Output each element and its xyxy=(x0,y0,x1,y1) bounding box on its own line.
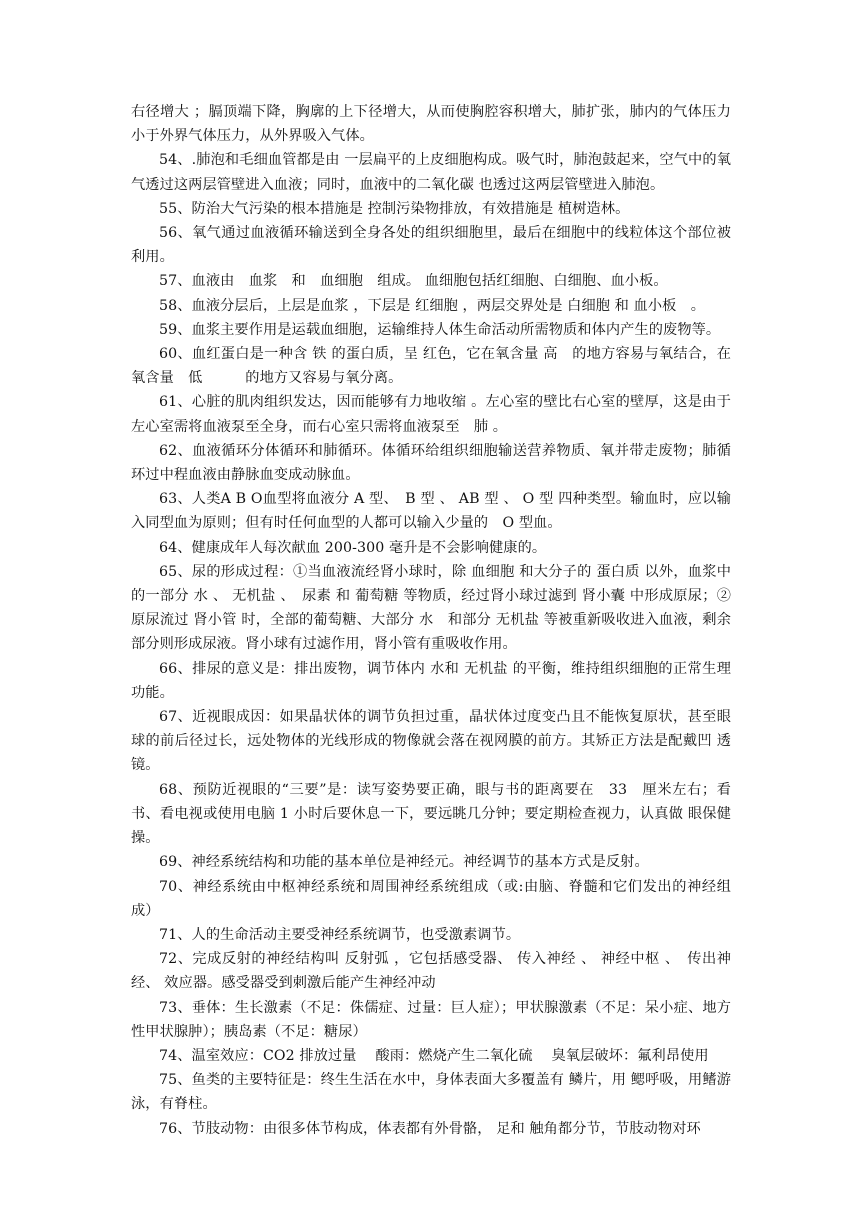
paragraph: 75、鱼类的主要特征是：终生生活在水中，身体表面大多覆盖有 鳞片，用 鳃呼吸，用鳍游泳，有脊柱。 xyxy=(131,1072,731,1113)
paragraph: 70、神经系统由中枢神经系统和周围神经系统组成（或:由脑、脊髓和它们发出的神经组成） xyxy=(131,878,731,919)
document-body xyxy=(131,100,731,1141)
paragraph: 57、血液由 血浆 和 血细胞 组成。 血细胞包括红细胞、白细胞、血小板。 xyxy=(159,273,668,290)
paragraph: 71、人的生命活动主要受神经系统调节，也受激素调节。 xyxy=(159,926,521,943)
paragraph: 61、心脏的肌肉组织发达，因而能够有力地收缩 。左心室的壁比右心室的壁厚，这是由于左心室需将血液泵至全身，而右心室只需将血液泵至 肺 。 xyxy=(131,394,731,435)
paragraph: 66、排尿的意义是：排出废物，调节体内 水和 无机盐 的平衡，维持组织细胞的正常生理功能。 xyxy=(131,660,731,701)
paragraph: 64、健康成年人每次献血 200-300 毫升是不会影响健康的。 xyxy=(159,539,547,556)
paragraph: 76、节肢动物：由很多体节构成，体表都有外骨骼， 足和 触角都分节，节肢动物对环 xyxy=(159,1120,701,1137)
paragraph: 58、血液分层后，上层是血浆 ，下层是 红细胞 ，两层交界处是 白细胞 和 血小板 。 xyxy=(159,297,705,314)
paragraph: 74、温室效应：CO2 排放过量 酸雨：燃烧产生二氧化硫 臭氧层破坏：氟利昂使用 xyxy=(159,1047,709,1064)
paragraph: 54、.肺泡和毛细血管都是由 一层扁平的上皮细胞构成。吸气时，肺泡鼓起来，空气中的氧气透过这两层管壁进入血液；同时，血液中的二氧化碳 也透过这两层管壁进入肺泡。 xyxy=(131,152,731,193)
paragraph: 59、血浆主要作用是运载血细胞，运输维持人体生命活动所需物质和体内产生的废物等。 xyxy=(159,321,721,338)
paragraph: 63、人类A B O血型将血液分 A 型、 B 型 、 AB 型 、 O 型 四种类型。输血时，应以输入同型血为原则；但有时任何血型的人都可以输入少量的 O 型血。 xyxy=(131,491,731,532)
paragraph: 69、神经系统结构和功能的基本单位是神经元。神经调节的基本方式是反射。 xyxy=(159,854,649,871)
paragraph: 60、血红蛋白是一种含 铁 的蛋白质，呈 红色，它在氧含量 高 的地方容易与氧结合，在氧含量 低 的地方又容易与氧分离。 xyxy=(131,346,731,387)
paragraph: 68、预防近视眼的“三要”是：读写姿势要正确，眼与书的距离要在 33 厘米左右；看书、看电视或使用电脑 1 小时后要休息一下，要远眺几分钟；要定期检查视力，认真做 眼保健操。 xyxy=(131,781,731,847)
paragraph: 72、完成反射的神经结构叫 反射弧 ，它包括感受器、 传入神经 、 神经中枢 、 传出神经、 效应器。感受器受到刺激后能产生神经冲动 xyxy=(131,951,731,992)
paragraph: 55、防治大气污染的根本措施是 控制污染物排放，有效措施是 植树造林。 xyxy=(159,200,630,217)
paragraph: 65、尿的形成过程：①当血液流经肾小球时，除 血细胞 和大分子的 蛋白质 以外，血浆中的一部分 水 、 无机盐 、 尿素 和 葡萄糖 等物质，经过肾小球过滤到 肾小囊 中形成原尿；②原尿流过 肾小管 时，全部的葡萄糖、大部分 水 和部分 无机盐 等被重新吸收进入血液，剩余部分则形成尿液。肾小球有过滤作用，肾小管有重吸收作用。 xyxy=(131,563,731,653)
paragraph: 67、近视眼成因：如果晶状体的调节负担过重，晶状体过度变凸且不能恢复原状，甚至眼球的前后径过长，远处物体的光线形成的物像就会落在视网膜的前方。其矫正方法是配戴凹 透镜。 xyxy=(131,709,731,774)
paragraph: 右径增大 ；膈顶端下降，胸廓的上下径增大，从而使胸腔容积增大，肺扩张，肺内的气体压力小于外界气体压力，从外界吸入气体。 xyxy=(131,104,731,145)
paragraph: 73、垂体：生长激素（不足：侏儒症、过量：巨人症）；甲状腺激素（不足：呆小症、地方性甲状腺肿）；胰岛素（不足：糖尿） xyxy=(131,999,731,1040)
paragraph: 56、氧气通过血液循环输送到全身各处的组织细胞里，最后在细胞中的线粒体这个部位被利用。 xyxy=(131,225,731,266)
paragraph: 62、血液循环分体循环和肺循环。体循环给组织细胞输送营养物质、氧并带走废物；肺循环过中程血液由静脉血变成动脉血。 xyxy=(131,442,731,484)
